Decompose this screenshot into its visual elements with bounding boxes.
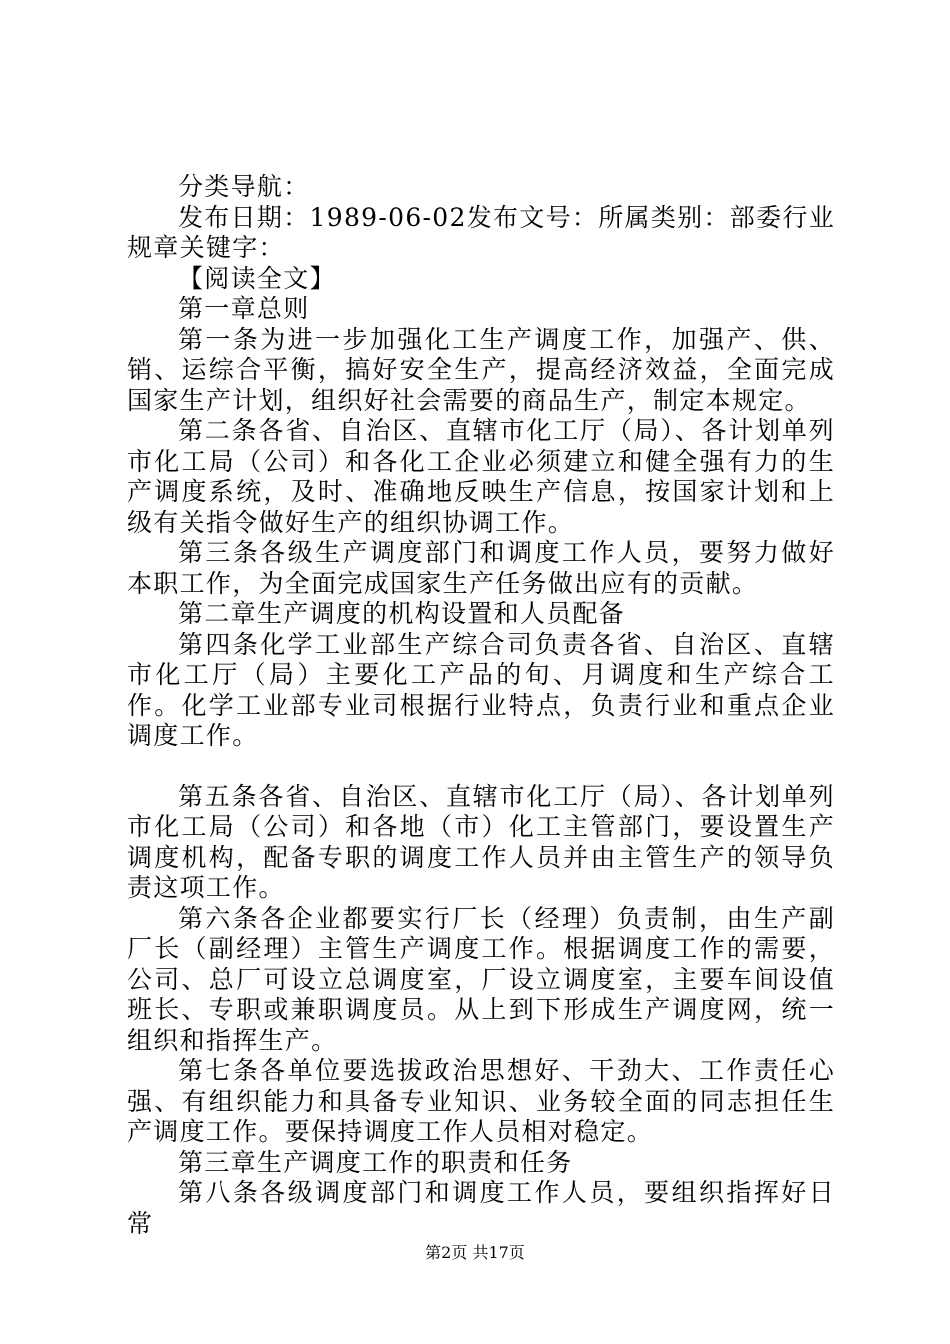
- nav-line: 分类导航：: [178, 172, 310, 201]
- paragraph-gap: [127, 752, 835, 782]
- article-5: 第五条各省、自治区、直辖市化工厅（局）、各计划单列市化工局（公司）和各地（市）化工主管部门，要设置生产调度机构，配备专职的调度工作人员并由主管生产的领导负责这项工作。: [127, 781, 835, 902]
- article-6: 第六条各企业都要实行厂长（经理）负责制，由生产副厂长（副经理）主管生产调度工作。根据调度工作的需要，公司、总厂可设立总调度室，厂设立调度室，主要车间设值班长、专职或兼职调度员。从上到下形成生产调度网，统一组织和指挥生产。: [127, 903, 835, 1055]
- chapter-3-heading: 第三章生产调度工作的职责和任务: [178, 1147, 573, 1177]
- article-1: 第一条为进一步加强化工生产调度工作，加强产、供、销、运综合平衡，搞好安全生产，提高经济效益，全面完成国家生产计划，组织好社会需要的商品生产，制定本规定。: [127, 324, 835, 415]
- article-2: 第二条各省、自治区、直辖市化工厅（局）、各计划单列市化工局（公司）和各化工企业必须建立和健全强有力的生产调度系统，及时、准确地反映生产信息，按国家计划和上级有关指令做好生产的组织协调工作。: [127, 416, 835, 537]
- read-full-text-link[interactable]: 【阅读全文】: [178, 263, 336, 293]
- chapter-2-heading: 第二章生产调度的机构设置和人员配备: [178, 599, 626, 628]
- article-4: 第四条化学工业部生产综合司负责各省、自治区、直辖市化工厅（局）主要化工产品的旬、月调度和生产综合工作。化学工业部专业司根据行业特点，负责行业和重点企业调度工作。: [127, 629, 835, 750]
- article-7: 第七条各单位要选拔政治思想好、干劲大、工作责任心强、有组织能力和具备专业知识、业务较全面的同志担任生产调度工作。要保持调度工作人员相对稳定。: [127, 1056, 835, 1146]
- article-8: 第八条各级调度部门和调度工作人员，要组织指挥好日常: [127, 1178, 835, 1238]
- chapter-1-heading: 第一章总则: [178, 294, 310, 323]
- document-body: [127, 172, 835, 1239]
- publish-info-line: 发布日期：1989-06-02发布文号：所属类别：部委行业规章关键字：: [127, 202, 835, 262]
- page-number-footer: 第2页 共17页: [425, 1243, 525, 1262]
- article-3: 第三条各级生产调度部门和调度工作人员，要努力做好本职工作，为全面完成国家生产任务做出应有的贡献。: [127, 538, 835, 598]
